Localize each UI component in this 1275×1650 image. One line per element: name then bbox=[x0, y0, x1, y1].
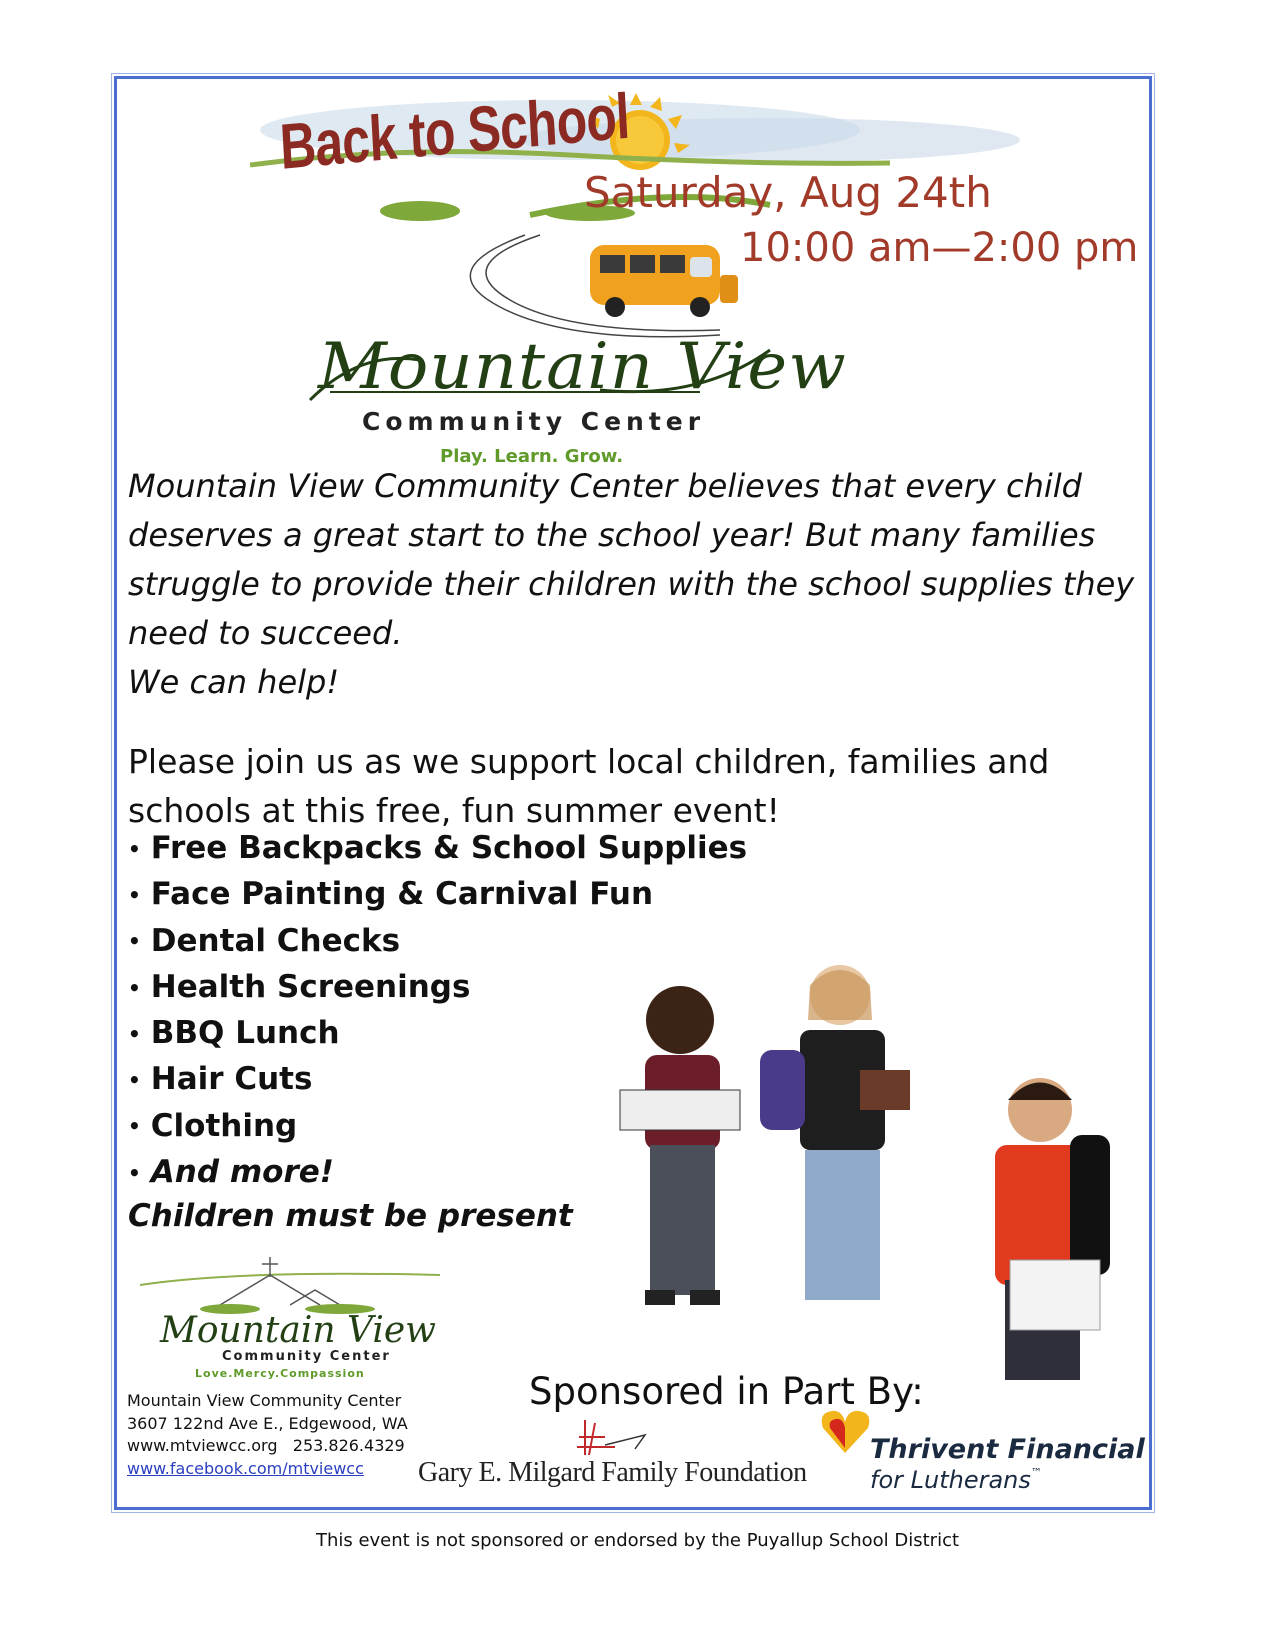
list-item: • Hair Cuts bbox=[128, 1057, 747, 1103]
milgard-sponsor: Gary E. Milgard Family Foundation bbox=[418, 1457, 807, 1488]
sponsors-heading: Sponsored in Part By: bbox=[529, 1370, 924, 1413]
footer-logo-script: Mountain View bbox=[160, 1310, 436, 1351]
footer-logo-art bbox=[140, 1255, 450, 1315]
logo-tagline: Play. Learn. Grow. bbox=[440, 446, 624, 467]
event-title: Back to School bbox=[278, 79, 631, 183]
thrivent-sponsor-name: Thrivent Financial bbox=[870, 1434, 1145, 1465]
contact-web-phone: www.mtviewcc.org 253.826.4329 bbox=[127, 1436, 405, 1455]
contact-org: Mountain View Community Center bbox=[127, 1391, 402, 1410]
list-item: • Dental Checks bbox=[128, 919, 747, 965]
logo-name: Community Center bbox=[362, 407, 706, 436]
list-item: • Clothing bbox=[128, 1104, 747, 1150]
disclaimer: This event is not sponsored or endorsed by the Puyallup School District bbox=[315, 1530, 960, 1551]
requirement-note: Children must be present bbox=[128, 1198, 573, 1234]
list-item: • Free Backpacks & School Supplies bbox=[128, 826, 747, 872]
facebook-link[interactable]: www.facebook.com/mtviewcc bbox=[127, 1458, 364, 1478]
trademark-symbol-icon: ™ bbox=[1030, 1466, 1042, 1479]
thrivent-heart-icon bbox=[818, 1408, 873, 1458]
intro-paragraph bbox=[128, 462, 1138, 707]
intro-text: Mountain View Community Center believes that every child deserves a great start to the school year! But many families struggle to provide their children with the school supplies they need to succeed. bbox=[128, 467, 1135, 652]
event-time: 10:00 am—2:00 pm bbox=[740, 225, 1139, 271]
children-photo bbox=[610, 960, 1150, 1420]
join-text: Please join us as we support local children, families and schools at this free, fun summer event! bbox=[128, 742, 1050, 830]
contact-block bbox=[127, 1390, 408, 1480]
list-item: • BBQ Lunch bbox=[128, 1011, 747, 1057]
thrivent-sub-text: for Lutherans bbox=[870, 1466, 1031, 1494]
school-bus-icon bbox=[590, 245, 738, 317]
milgard-logo-icon bbox=[575, 1415, 665, 1460]
list-item: • And more! bbox=[128, 1150, 747, 1196]
contact-address: 3607 122nd Ave E., Edgewood, WA bbox=[127, 1413, 408, 1433]
footer-logo-tagline: Love.Mercy.Compassion bbox=[195, 1367, 365, 1380]
list-item: • Face Painting & Carnival Fun bbox=[128, 872, 747, 918]
intro-help: We can help! bbox=[128, 663, 340, 701]
list-item: • Health Screenings bbox=[128, 965, 747, 1011]
footer-logo-name: Community Center bbox=[222, 1349, 391, 1364]
event-date: Saturday, Aug 24th bbox=[584, 168, 992, 217]
thrivent-sponsor-sub bbox=[870, 1466, 1042, 1494]
church-icon bbox=[220, 1257, 340, 1305]
logo-script: Mountain View bbox=[318, 330, 847, 404]
